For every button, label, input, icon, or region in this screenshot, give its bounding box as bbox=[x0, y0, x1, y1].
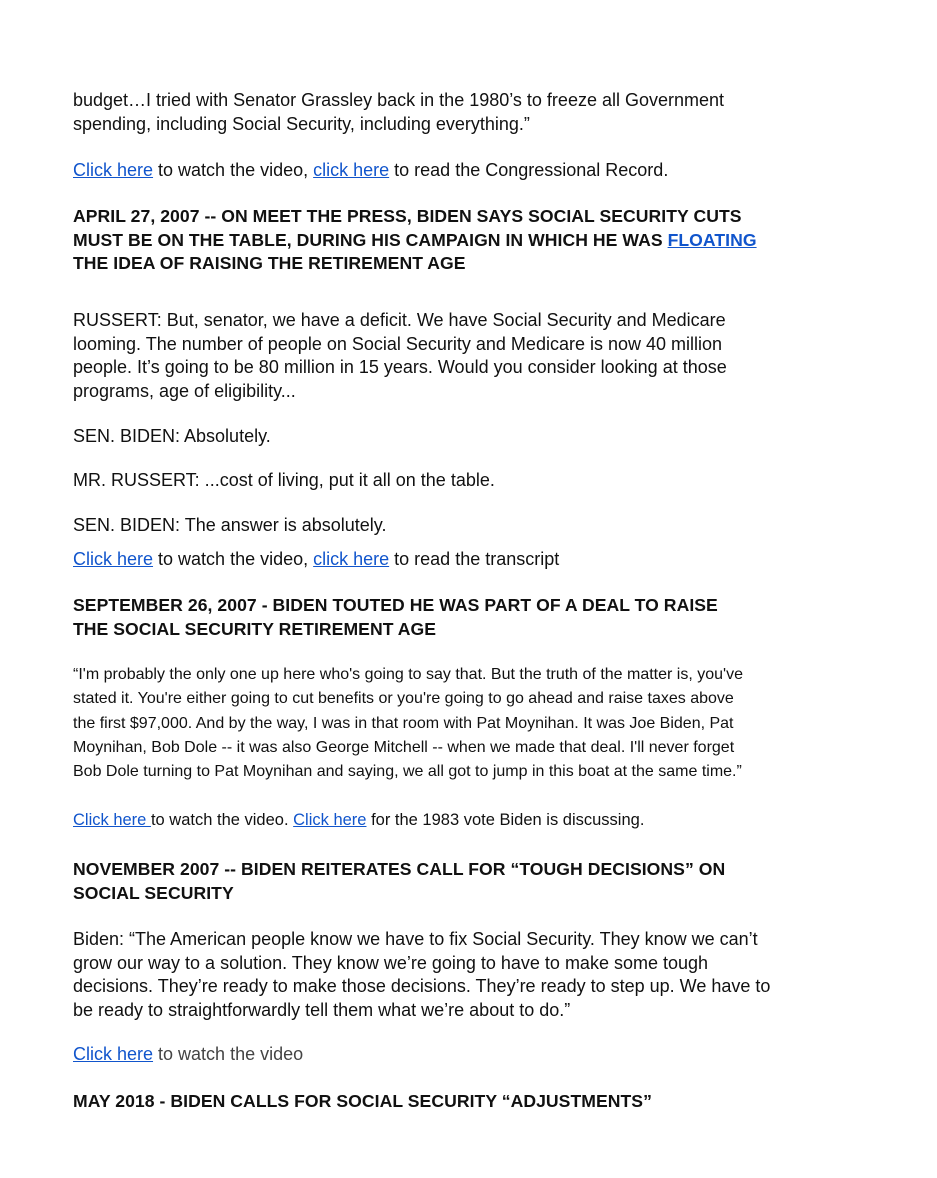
watch-video-link[interactable]: Click here bbox=[73, 1044, 154, 1064]
1983-vote-link[interactable]: Click here bbox=[293, 811, 367, 829]
quote-line: grow our way to a solution. They know we’re going to have to make some tough bbox=[73, 952, 709, 973]
intro-line: spending, including Social Security, including everything.” bbox=[73, 113, 530, 134]
congressional-record-links bbox=[73, 159, 668, 183]
quote-line: Biden: “The American people know we have to fix Social Security. They know we can’t bbox=[73, 929, 758, 949]
quote-line: Bob Dole turning to Pat Moynihan and saying, we all got to jump in this boat at the same time.” bbox=[73, 763, 742, 781]
quote-line: stated it. You're either going to cut benefits or you're going to go ahead and raise taxes above bbox=[73, 690, 734, 708]
intro-paragraph bbox=[73, 89, 724, 136]
russert-question bbox=[73, 309, 727, 403]
heading-line: APRIL 27, 2007 -- ON MEET THE PRESS, BIDEN SAYS SOCIAL SECURITY CUTS bbox=[73, 206, 742, 226]
heading-line: THE IDEA OF RAISING THE RETIREMENT AGE bbox=[73, 253, 466, 273]
heading-line: THE SOCIAL SECURITY RETIREMENT AGE bbox=[73, 618, 437, 639]
transcript-links bbox=[73, 548, 559, 572]
section-heading-september-2007 bbox=[73, 594, 718, 641]
link-text: to watch the video, bbox=[153, 160, 314, 180]
heading-line: SEPTEMBER 26, 2007 - BIDEN TOUTED HE WAS PART OF A DEAL TO RAISE bbox=[73, 595, 718, 615]
biden-answer-1: SEN. BIDEN: Absolutely. bbox=[73, 426, 271, 446]
watch-video-link[interactable]: Click here bbox=[73, 160, 154, 180]
transcript-line: looming. The number of people on Social Security and Medicare is now 40 million bbox=[73, 333, 723, 354]
russert-followup: MR. RUSSERT: ...cost of living, put it all on the table. bbox=[73, 470, 495, 490]
heading-line bbox=[73, 229, 757, 253]
biden-answer-2: SEN. BIDEN: The answer is absolutely. bbox=[73, 515, 387, 535]
transcript-line: programs, age of eligibility... bbox=[73, 380, 296, 401]
transcript-link[interactable]: click here bbox=[313, 549, 390, 569]
moynihan-quote bbox=[73, 663, 743, 784]
intro-line: budget…I tried with Senator Grassley back in the 1980’s to freeze all Government bbox=[73, 90, 725, 110]
heading-line: SOCIAL SECURITY bbox=[73, 882, 234, 903]
quote-line: decisions. They’re ready to make those decisions. They’re ready to step up. We have to bbox=[73, 976, 771, 996]
quote-line: the first $97,000. And by the way, I was in that room with Pat Moynihan. It was Joe Biden, Pat bbox=[73, 714, 734, 732]
section-heading-may-2018: MAY 2018 - BIDEN CALLS FOR SOCIAL SECURITY “ADJUSTMENTS” bbox=[73, 1091, 652, 1111]
tough-decisions-quote bbox=[73, 928, 770, 1022]
video-link-row bbox=[73, 1043, 303, 1067]
link-text: to watch the video bbox=[153, 1044, 304, 1064]
quote-line: be ready to straightforwardly tell them what we’re about to do.” bbox=[73, 999, 571, 1020]
transcript-line: RUSSERT: But, senator, we have a deficit. We have Social Security and Medicare bbox=[73, 310, 726, 330]
vote-links bbox=[73, 808, 644, 832]
transcript-line: people. It’s going to be 80 million in 15 years. Would you consider looking at those bbox=[73, 357, 727, 377]
watch-video-link[interactable]: Click here bbox=[73, 811, 151, 829]
section-heading-november-2007 bbox=[73, 858, 725, 905]
link-text: to watch the video. bbox=[150, 811, 294, 829]
link-text: for the 1983 vote Biden is discussing. bbox=[366, 811, 645, 829]
link-text: to read the Congressional Record. bbox=[389, 160, 669, 180]
heading-line: NOVEMBER 2007 -- BIDEN REITERATES CALL FOR “TOUGH DECISIONS” ON bbox=[73, 859, 726, 879]
link-text: to read the transcript bbox=[389, 549, 560, 569]
floating-link[interactable]: FLOATING bbox=[667, 229, 757, 250]
congressional-record-link[interactable]: click here bbox=[313, 160, 390, 180]
section-heading-april-2007 bbox=[73, 205, 757, 276]
heading-text: MUST BE ON THE TABLE, DURING HIS CAMPAIGN IN WHICH HE WAS bbox=[73, 229, 668, 250]
quote-line: Moynihan, Bob Dole -- it was also George Mitchell -- when we made that deal. I'll never forget bbox=[73, 738, 735, 756]
quote-line: “I'm probably the only one up here who's going to say that. But the truth of the matter is, you've bbox=[73, 666, 743, 683]
watch-video-link[interactable]: Click here bbox=[73, 549, 154, 569]
link-text: to watch the video, bbox=[153, 549, 314, 569]
